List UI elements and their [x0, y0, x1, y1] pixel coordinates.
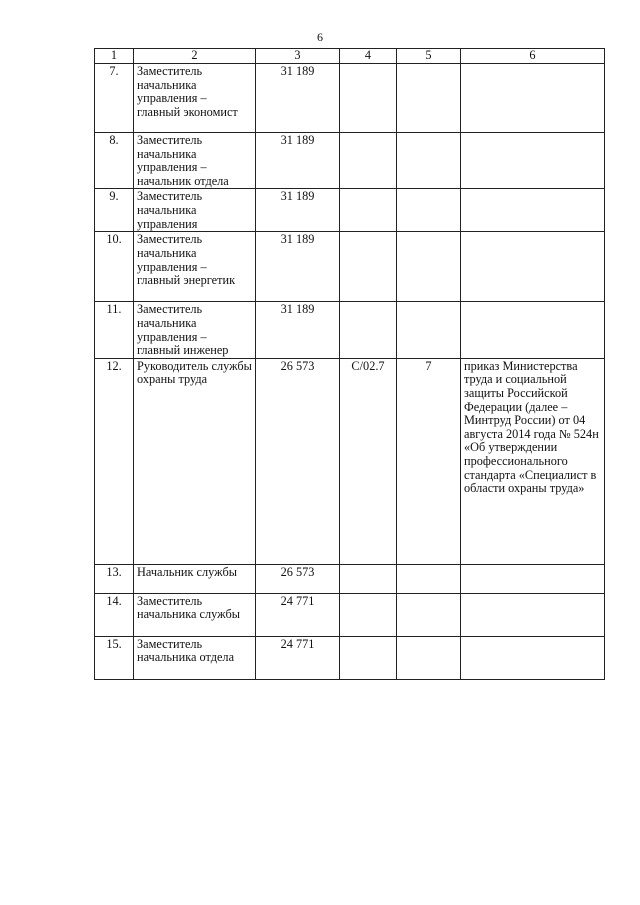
standard-document — [461, 636, 605, 679]
header-cell: 5 — [397, 49, 461, 64]
salary-value: 31 189 — [256, 232, 340, 302]
table-row — [95, 593, 605, 636]
function-code — [340, 64, 397, 133]
qualification-level: 7 — [397, 358, 461, 564]
standard-document — [461, 564, 605, 593]
row-number: 12. — [95, 358, 134, 564]
qualification-level — [397, 232, 461, 302]
standard-document — [461, 189, 605, 232]
salary-value: 24 771 — [256, 636, 340, 679]
header-cell: 2 — [134, 49, 256, 64]
table-row — [95, 302, 605, 358]
standard-document — [461, 232, 605, 302]
function-code — [340, 636, 397, 679]
row-number: 13. — [95, 564, 134, 593]
standard-document — [461, 302, 605, 358]
header-cell: 4 — [340, 49, 397, 64]
position-name: Заместитель начальника управления — [134, 189, 256, 232]
position-name: Заместитель начальника управления – начальник отдела — [134, 133, 256, 189]
function-code — [340, 133, 397, 189]
position-name: Заместитель начальника управления – главный экономист — [134, 64, 256, 133]
function-code — [340, 189, 397, 232]
function-code: С/02.7 — [340, 358, 397, 564]
standard-document — [461, 593, 605, 636]
position-name: Заместитель начальника управления – главный инженер — [134, 302, 256, 358]
qualification-level — [397, 133, 461, 189]
table-header-row — [95, 49, 605, 64]
position-name: Заместитель начальника отдела — [134, 636, 256, 679]
function-code — [340, 232, 397, 302]
position-name: Заместитель начальника управления – главный энергетик — [134, 232, 256, 302]
function-code — [340, 564, 397, 593]
function-code — [340, 302, 397, 358]
position-name: Заместитель начальника службы — [134, 593, 256, 636]
salary-value: 26 573 — [256, 358, 340, 564]
salary-value: 31 189 — [256, 133, 340, 189]
table-row — [95, 636, 605, 679]
page-number: 6 — [317, 30, 323, 44]
header-cell: 1 — [95, 49, 134, 64]
salary-value: 31 189 — [256, 64, 340, 133]
positions-table — [94, 48, 605, 680]
qualification-level — [397, 302, 461, 358]
salary-value: 31 189 — [256, 189, 340, 232]
position-name: Начальник службы — [134, 564, 256, 593]
salary-value: 26 573 — [256, 564, 340, 593]
qualification-level — [397, 564, 461, 593]
header-cell: 6 — [461, 49, 605, 64]
row-number: 14. — [95, 593, 134, 636]
function-code — [340, 593, 397, 636]
salary-value: 24 771 — [256, 593, 340, 636]
row-number: 8. — [95, 133, 134, 189]
table-row — [95, 133, 605, 189]
row-number: 7. — [95, 64, 134, 133]
standard-document — [461, 64, 605, 133]
qualification-level — [397, 636, 461, 679]
qualification-level — [397, 593, 461, 636]
table-row — [95, 232, 605, 302]
row-number: 11. — [95, 302, 134, 358]
table-row — [95, 189, 605, 232]
table-row — [95, 64, 605, 133]
standard-document: приказ Министерства труда и социальной защиты Российской Федерации (далее – Минтруд России) от 04 августа 2014 года № 524н «Об утверждении профессионального стандарта «Специалист в области охраны труда» — [461, 358, 605, 564]
row-number: 15. — [95, 636, 134, 679]
table-row — [95, 358, 605, 564]
row-number: 9. — [95, 189, 134, 232]
row-number: 10. — [95, 232, 134, 302]
salary-value: 31 189 — [256, 302, 340, 358]
qualification-level — [397, 64, 461, 133]
table-row — [95, 564, 605, 593]
qualification-level — [397, 189, 461, 232]
position-name: Руководитель службы охраны труда — [134, 358, 256, 564]
standard-document — [461, 133, 605, 189]
header-cell: 3 — [256, 49, 340, 64]
